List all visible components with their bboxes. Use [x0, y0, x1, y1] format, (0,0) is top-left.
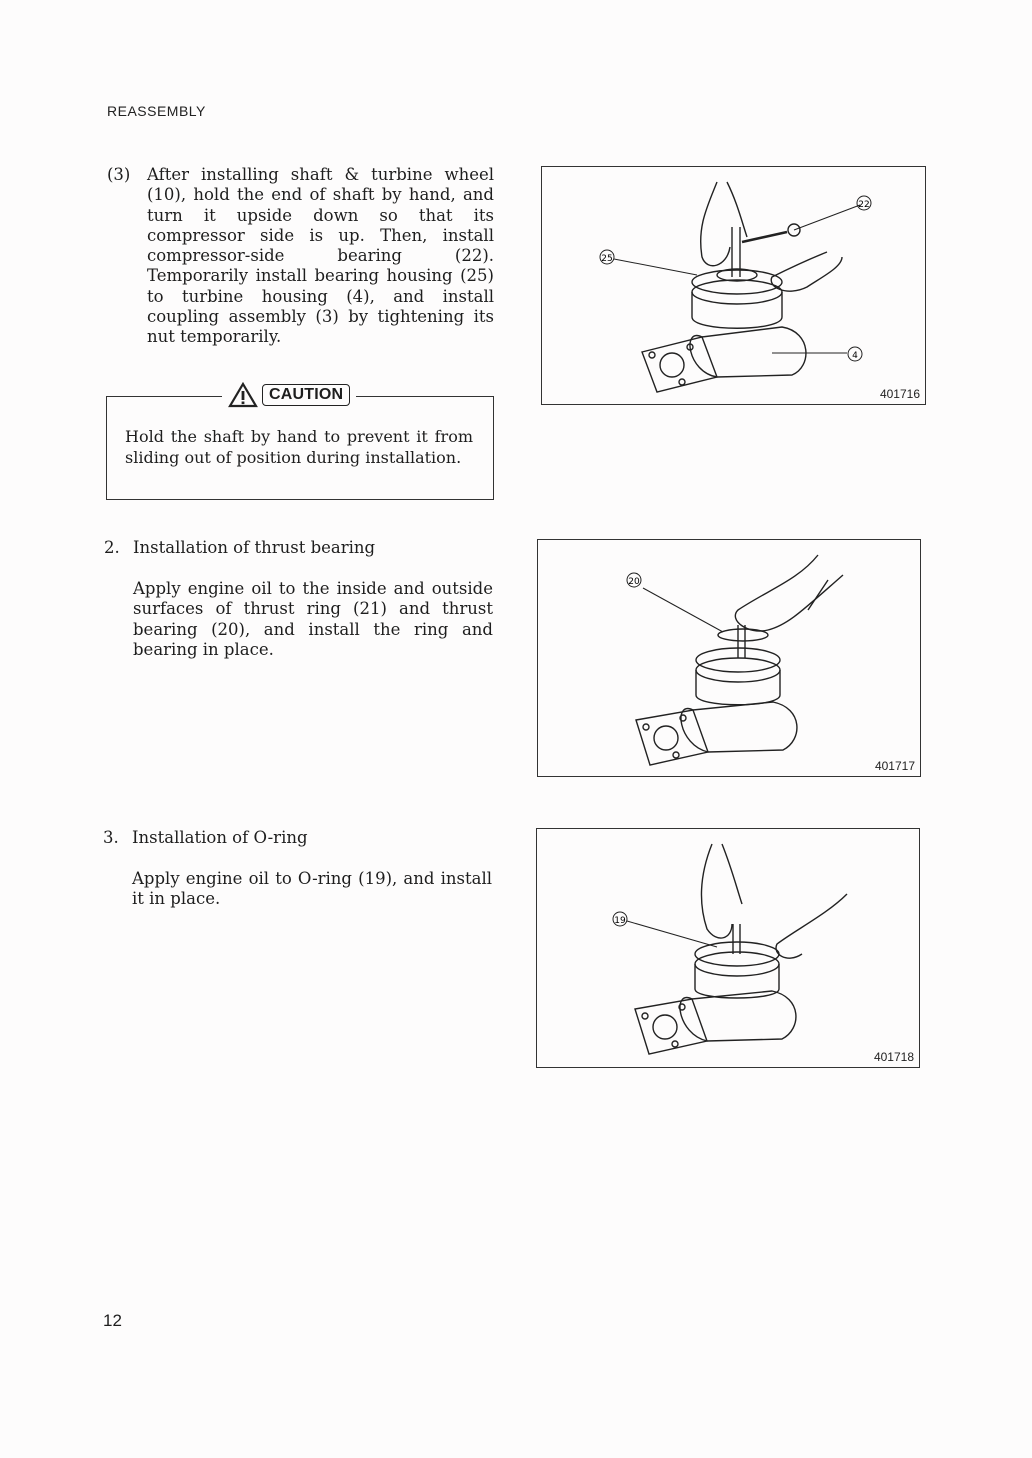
step-text: Apply engine oil to the inside and outside surfaces of thrust ring (21) and thrust bearing (20), and install the ring and bearing in place.: [133, 579, 493, 659]
step-text: After installing shaft & turbine wheel (10), hold the end of shaft by hand, and turn it upside down so that its compressor side is up. Then, install compressor-side bearing (22). Temporarily install bearing housing (25) to turbine housing (4), and install coupling assembly (3) by tightening its nut temporarily.: [147, 165, 494, 347]
step-number: 3.: [103, 828, 119, 847]
figure-id: 401717: [874, 759, 915, 773]
turbocharger-illustration: [537, 829, 921, 1069]
callout-label: 20: [628, 577, 640, 587]
turbocharger-illustration: [542, 167, 927, 406]
figure-id: 401716: [879, 387, 920, 401]
callout-label: 22: [858, 200, 870, 210]
step-number: 2.: [104, 538, 120, 557]
step-title: Installation of thrust bearing: [133, 538, 376, 557]
caution-text: Hold the shaft by hand to prevent it from sliding out of position during installation.: [125, 427, 473, 467]
callout-label: 4: [852, 351, 858, 361]
page-number: 12: [103, 1311, 122, 1330]
step-title: Installation of O-ring: [132, 828, 308, 847]
figure-thrust-bearing: [537, 539, 921, 777]
figure-id: 401718: [873, 1050, 914, 1064]
callout-label: 25: [601, 254, 613, 264]
step-number: (3): [107, 165, 131, 184]
step-text: Apply engine oil to O-ring (19), and install it in place.: [132, 869, 492, 909]
figure-bearing-install: [541, 166, 926, 405]
section-header: REASSEMBLY: [107, 103, 206, 119]
turbocharger-illustration: [538, 540, 922, 778]
figure-o-ring: [536, 828, 920, 1068]
caution-header: [222, 379, 356, 411]
caution-label: CAUTION: [262, 384, 350, 406]
callout-label: 19: [614, 916, 626, 926]
warning-triangle-icon: [228, 382, 258, 408]
